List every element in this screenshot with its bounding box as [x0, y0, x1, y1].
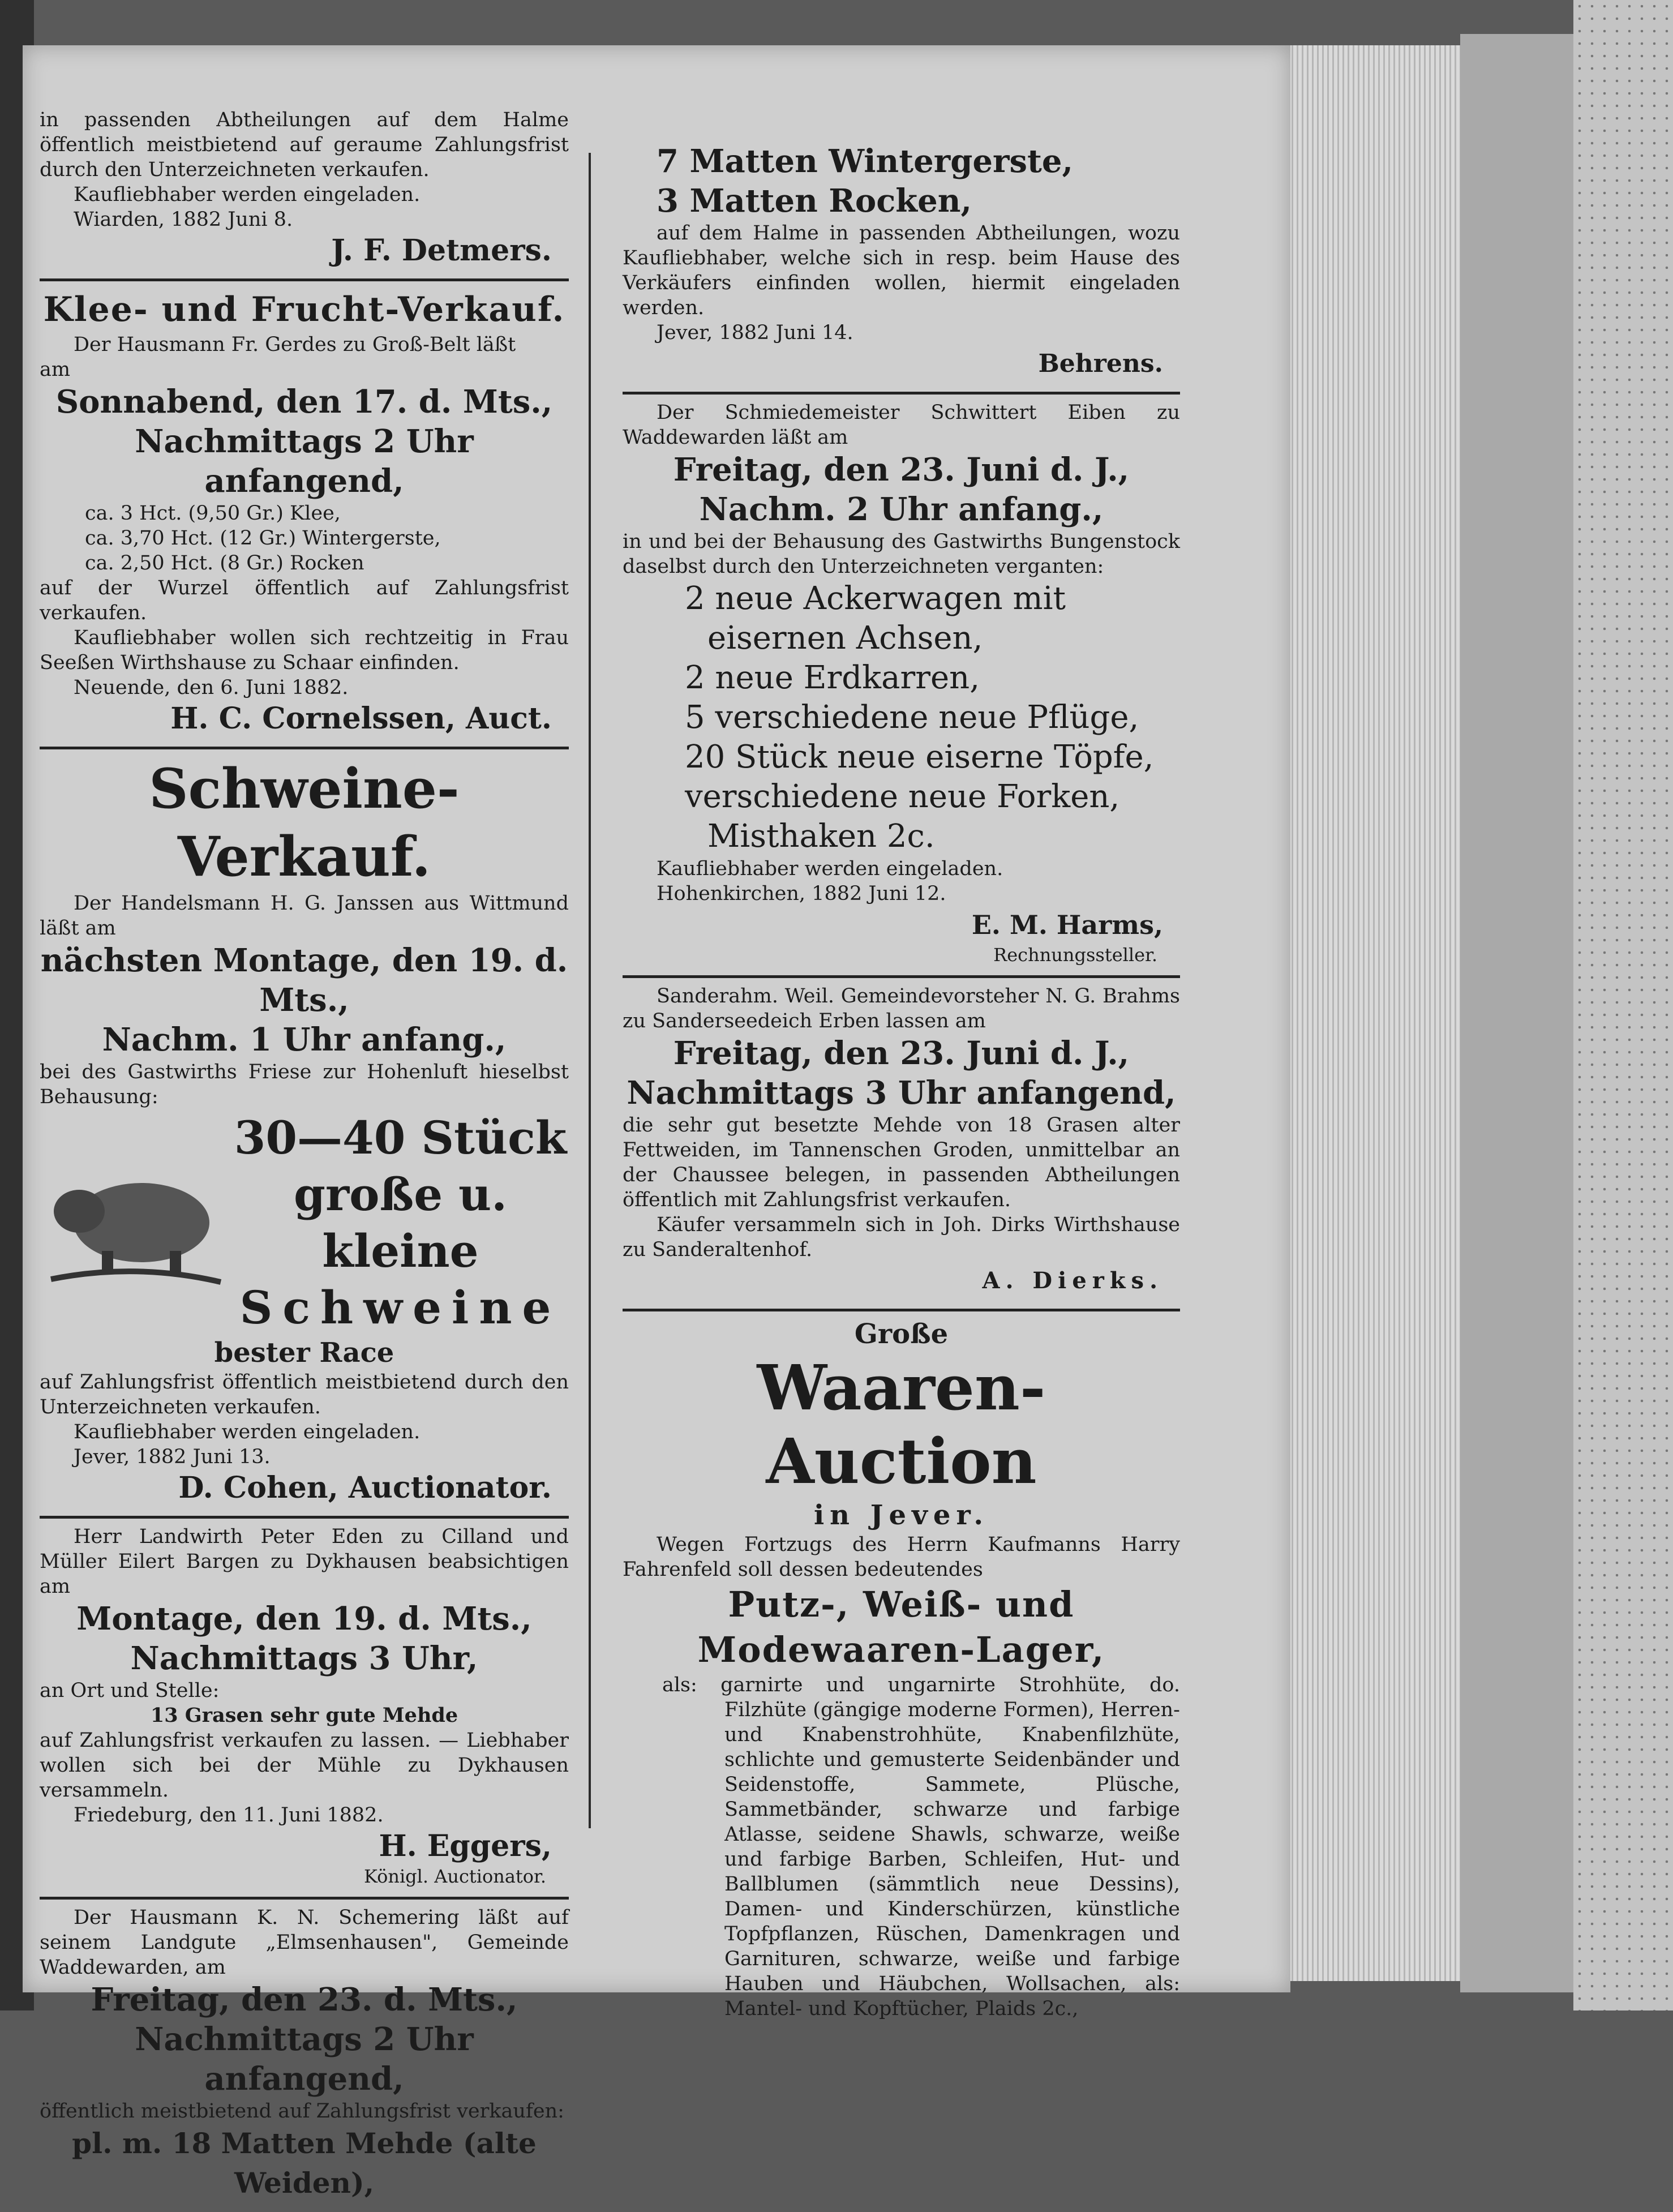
ad-time: Nachm. 1 Uhr anfang., — [102, 1021, 507, 1058]
ad-text: die sehr gut besetzte Mehde von 18 Grasen alter Fettweiden, im Tannenschen Groden, unmittelbar an der Chaussee belegen, in passenden Abtheilungen öffentlich mit Zahlungsfrist verkaufen. — [623, 1114, 1180, 1211]
ad-intro: Der Hausmann K. N. Schemering läßt auf seinem Landgute „Elmsenhausen", Gemeinde Waddewarden, am — [40, 1906, 569, 1979]
ad-place-date: Wiarden, 1882 Juni 8. — [74, 208, 293, 231]
ad-heading: Schweine-Verkauf. — [149, 757, 460, 889]
ad-big-line: 30—40 Stück — [234, 1111, 567, 1164]
ad-subheading: Putz-, Weiß- und Modewaaren-Lager, — [697, 1584, 1105, 1670]
ad-signature: J. F. Detmers. — [331, 233, 552, 268]
ad-date: Freitag, den 23. Juni d. J., — [673, 1035, 1130, 1072]
ad-text: auf Zahlungsfrist öffentlich meistbietend durch den Unterzeichneten verkaufen. — [40, 1371, 569, 1418]
ad-signature: Behrens. — [1038, 349, 1163, 378]
ad-brahms — [623, 975, 1180, 1309]
ad-place: in Jever. — [813, 1499, 989, 1531]
ad-text: auf dem Halme in passenden Abtheilungen, wozu Kaufliebhaber, welche sich in resp. beim Hause des Verkäufers einfinden wollen, hiermit eingeladen werden. — [623, 222, 1180, 319]
ad-date: Sonnabend, den 17. d. Mts., — [55, 383, 553, 421]
ad-date: Montage, den 19. d. Mts., — [76, 1600, 532, 1637]
ad-invite: Kaufliebhaber wollen sich rechtzeitig in Frau Seeßen Wirthshause zu Schaar einfinden. — [40, 627, 569, 674]
ad-item: verschiedene neue Forken, Misthaken 2c. — [685, 778, 1120, 855]
ad-date: Freitag, den 23. d. Mts., — [91, 1981, 518, 2018]
pig-block — [40, 1109, 569, 1336]
ad-pre-heading: Große — [854, 1318, 949, 1350]
ad-item: pl. m. 18 Matten Mehde (alte Weiden), — [72, 2127, 537, 2200]
ad-signature-title: Königl. Auctionator. — [364, 1866, 546, 1887]
ad-signature: H. C. Cornelssen, Auct. — [170, 701, 552, 736]
ad-am: am — [40, 358, 71, 381]
ad-eiben — [623, 392, 1180, 975]
ad-item: 13 Grasen sehr gute Mehde — [150, 1704, 458, 1727]
ad-invite: Kaufliebhaber werden eingeladen. — [74, 1421, 421, 1443]
ad-big-line: große u. kleine — [294, 1168, 507, 1278]
ad-time: Nachmittags 3 Uhr, — [130, 1640, 478, 1677]
ad-date: Freitag, den 23. Juni d. J., — [673, 451, 1130, 488]
ad-signature: H. Eggers, — [379, 1829, 552, 1863]
ad-item: ca. 3,70 Hct. (12 Gr.) Wintergerste, — [85, 527, 441, 550]
ad-place-date: Hohenkirchen, 1882 Juni 12. — [657, 882, 946, 905]
ad-klee-frucht — [40, 278, 569, 747]
left-column — [40, 102, 569, 2212]
right-column — [623, 102, 1180, 2030]
ad-time: Nachm. 2 Uhr anfang., — [699, 491, 1104, 528]
ad-item: 20 Stück neue eiserne Töpfe, — [685, 739, 1154, 775]
ad-intro: Der Hausmann Fr. Gerdes zu Groß-Belt läßt — [74, 333, 516, 356]
ad-text: in und bei der Behausung des Gastwirths Bungenstock daselbst durch den Unterzeichneten verganten: — [623, 530, 1180, 578]
ad-place-date: Jever, 1882 Juni 13. — [74, 1446, 271, 1468]
ad-item: 5 verschiedene neue Pflüge, — [685, 699, 1139, 736]
ad-item: 2 neue Erdkarren, — [685, 659, 980, 696]
ad-schemering — [40, 1897, 569, 2212]
ad-time: Nachmittags 2 Uhr anfangend, — [135, 423, 474, 500]
ad-time: Nachmittags 3 Uhr anfangend, — [627, 1074, 1176, 1112]
ad-intro: Sanderahm. Weil. Gemeindevorsteher N. G. Brahms zu Sanderseedeich Erben lassen am — [623, 985, 1180, 1032]
ad-heading: Waaren-Auction — [757, 1351, 1046, 1498]
ad-item: 3 Matten Rocken, — [657, 182, 972, 220]
pig-text — [232, 1109, 569, 1336]
ad-signature: E. M. Harms, — [971, 910, 1163, 940]
ad-location: bei des Gastwirths Friese zur Hohenluft hieselbst Behausung: — [40, 1061, 569, 1108]
ad-eden-bargen — [40, 1516, 569, 1897]
ad-location: an Ort und Stelle: — [40, 1679, 220, 1702]
pig-illustration — [40, 1149, 232, 1296]
ad-race: bester Race — [214, 1337, 394, 1369]
column-divider — [589, 153, 591, 1828]
ad-intro: Der Schmiedemeister Schwittert Eiben zu Waddewarden läßt am — [623, 401, 1180, 449]
ad-text: in passenden Abtheilungen auf dem Halme öffentlich meistbietend auf geraume Zahlungsfrist durch den Unterzeichneten verkaufen. — [40, 109, 569, 181]
ad-detmers — [40, 102, 569, 278]
ad-text: auf Zahlungsfrist verkaufen zu lassen. — Liebhaber wollen sich bei der Mühle zu Dykhausen versammeln. — [40, 1729, 569, 1802]
ad-place-date: Friedeburg, den 11. Juni 1882. — [74, 1804, 384, 1827]
ad-text: öffentlich meistbietend auf Zahlungsfrist verkaufen: — [40, 2100, 564, 2123]
ad-waaren-auction — [623, 1309, 1180, 2030]
ad-intro: Herr Landwirth Peter Eden zu Cilland und Müller Eilert Bargen zu Dykhausen beabsichtigen am — [40, 1525, 569, 1598]
ad-heading: Klee- und Frucht-Verkauf. — [43, 290, 565, 329]
ad-invite: Kaufliebhaber werden eingeladen. — [657, 858, 1003, 880]
page-edges — [1268, 45, 1460, 1981]
ad-place-date: Jever, 1882 Juni 14. — [657, 321, 853, 344]
ad-signature: A. Dierks. — [982, 1267, 1163, 1294]
ad-invite: Kaufliebhaber werden eingeladen. — [74, 183, 421, 206]
ad-signature-title: Rechnungssteller. — [993, 944, 1157, 966]
ad-signature: D. Cohen, Auctionator. — [178, 1471, 552, 1505]
ad-intro: Der Handelsmann H. G. Janssen aus Wittmund läßt am — [40, 892, 569, 940]
ad-text: auf der Wurzel öffentlich auf Zahlungsfrist verkaufen. — [40, 577, 569, 624]
ad-place-date: Neuende, den 6. Juni 1882. — [74, 676, 349, 699]
ad-item: 7 Matten Wintergerste, — [657, 143, 1074, 180]
ad-time: Nachmittags 2 Uhr anfangend, — [135, 2021, 474, 2098]
ad-big-line: Schweine — [239, 1281, 561, 1334]
book-cover-board — [1573, 0, 1673, 2010]
ad-item: ca. 2,50 Hct. (8 Gr.) Rocken — [85, 552, 364, 575]
book-board-edge — [1460, 34, 1573, 1992]
ad-item: 2 neue Ackerwagen mit eisernen Achsen, — [685, 580, 1066, 657]
ad-item: ca. 3 Hct. (9,50 Gr.) Klee, — [85, 502, 341, 525]
ad-date: nächsten Montage, den 19. d. Mts., — [40, 942, 568, 1019]
ad-text: Wegen Fortzugs des Herrn Kaufmanns Harry Fahrenfeld soll dessen bedeutendes — [623, 1533, 1180, 1581]
ad-item-list: als: garnirte und ungarnirte Strohhüte, do. Filzhüte (gängige moderne Formen), Herren- und Knabenstrohhüte, Knabenfilzhüte, schlichte und gemusterte Seidenbänder und Seidenstoffe, Sammete, Plüsche, Sammetbänder, schwarze und farbige Atlasse, seidene Shawls, schwarze, weiße und farbige Barben, Schleifen, Hut- und Ballblumen (sämmtlich neue Dessins), Damen- und Kinderschürzen, künstliche Topfpflanzen, Rüschen, Damenkragen und Garnituren, schwarze, weiße und farbige Hauben und Häubchen, Wollsachen, als: Mantel- und Kopftücher, Plaids 2c., — [662, 1674, 1180, 2020]
ad-schweine — [40, 747, 569, 1516]
ad-behrens — [623, 102, 1180, 392]
ad-invite: Käufer versammeln sich in Joh. Dirks Wirthshause zu Sanderaltenhof. — [623, 1214, 1180, 1261]
